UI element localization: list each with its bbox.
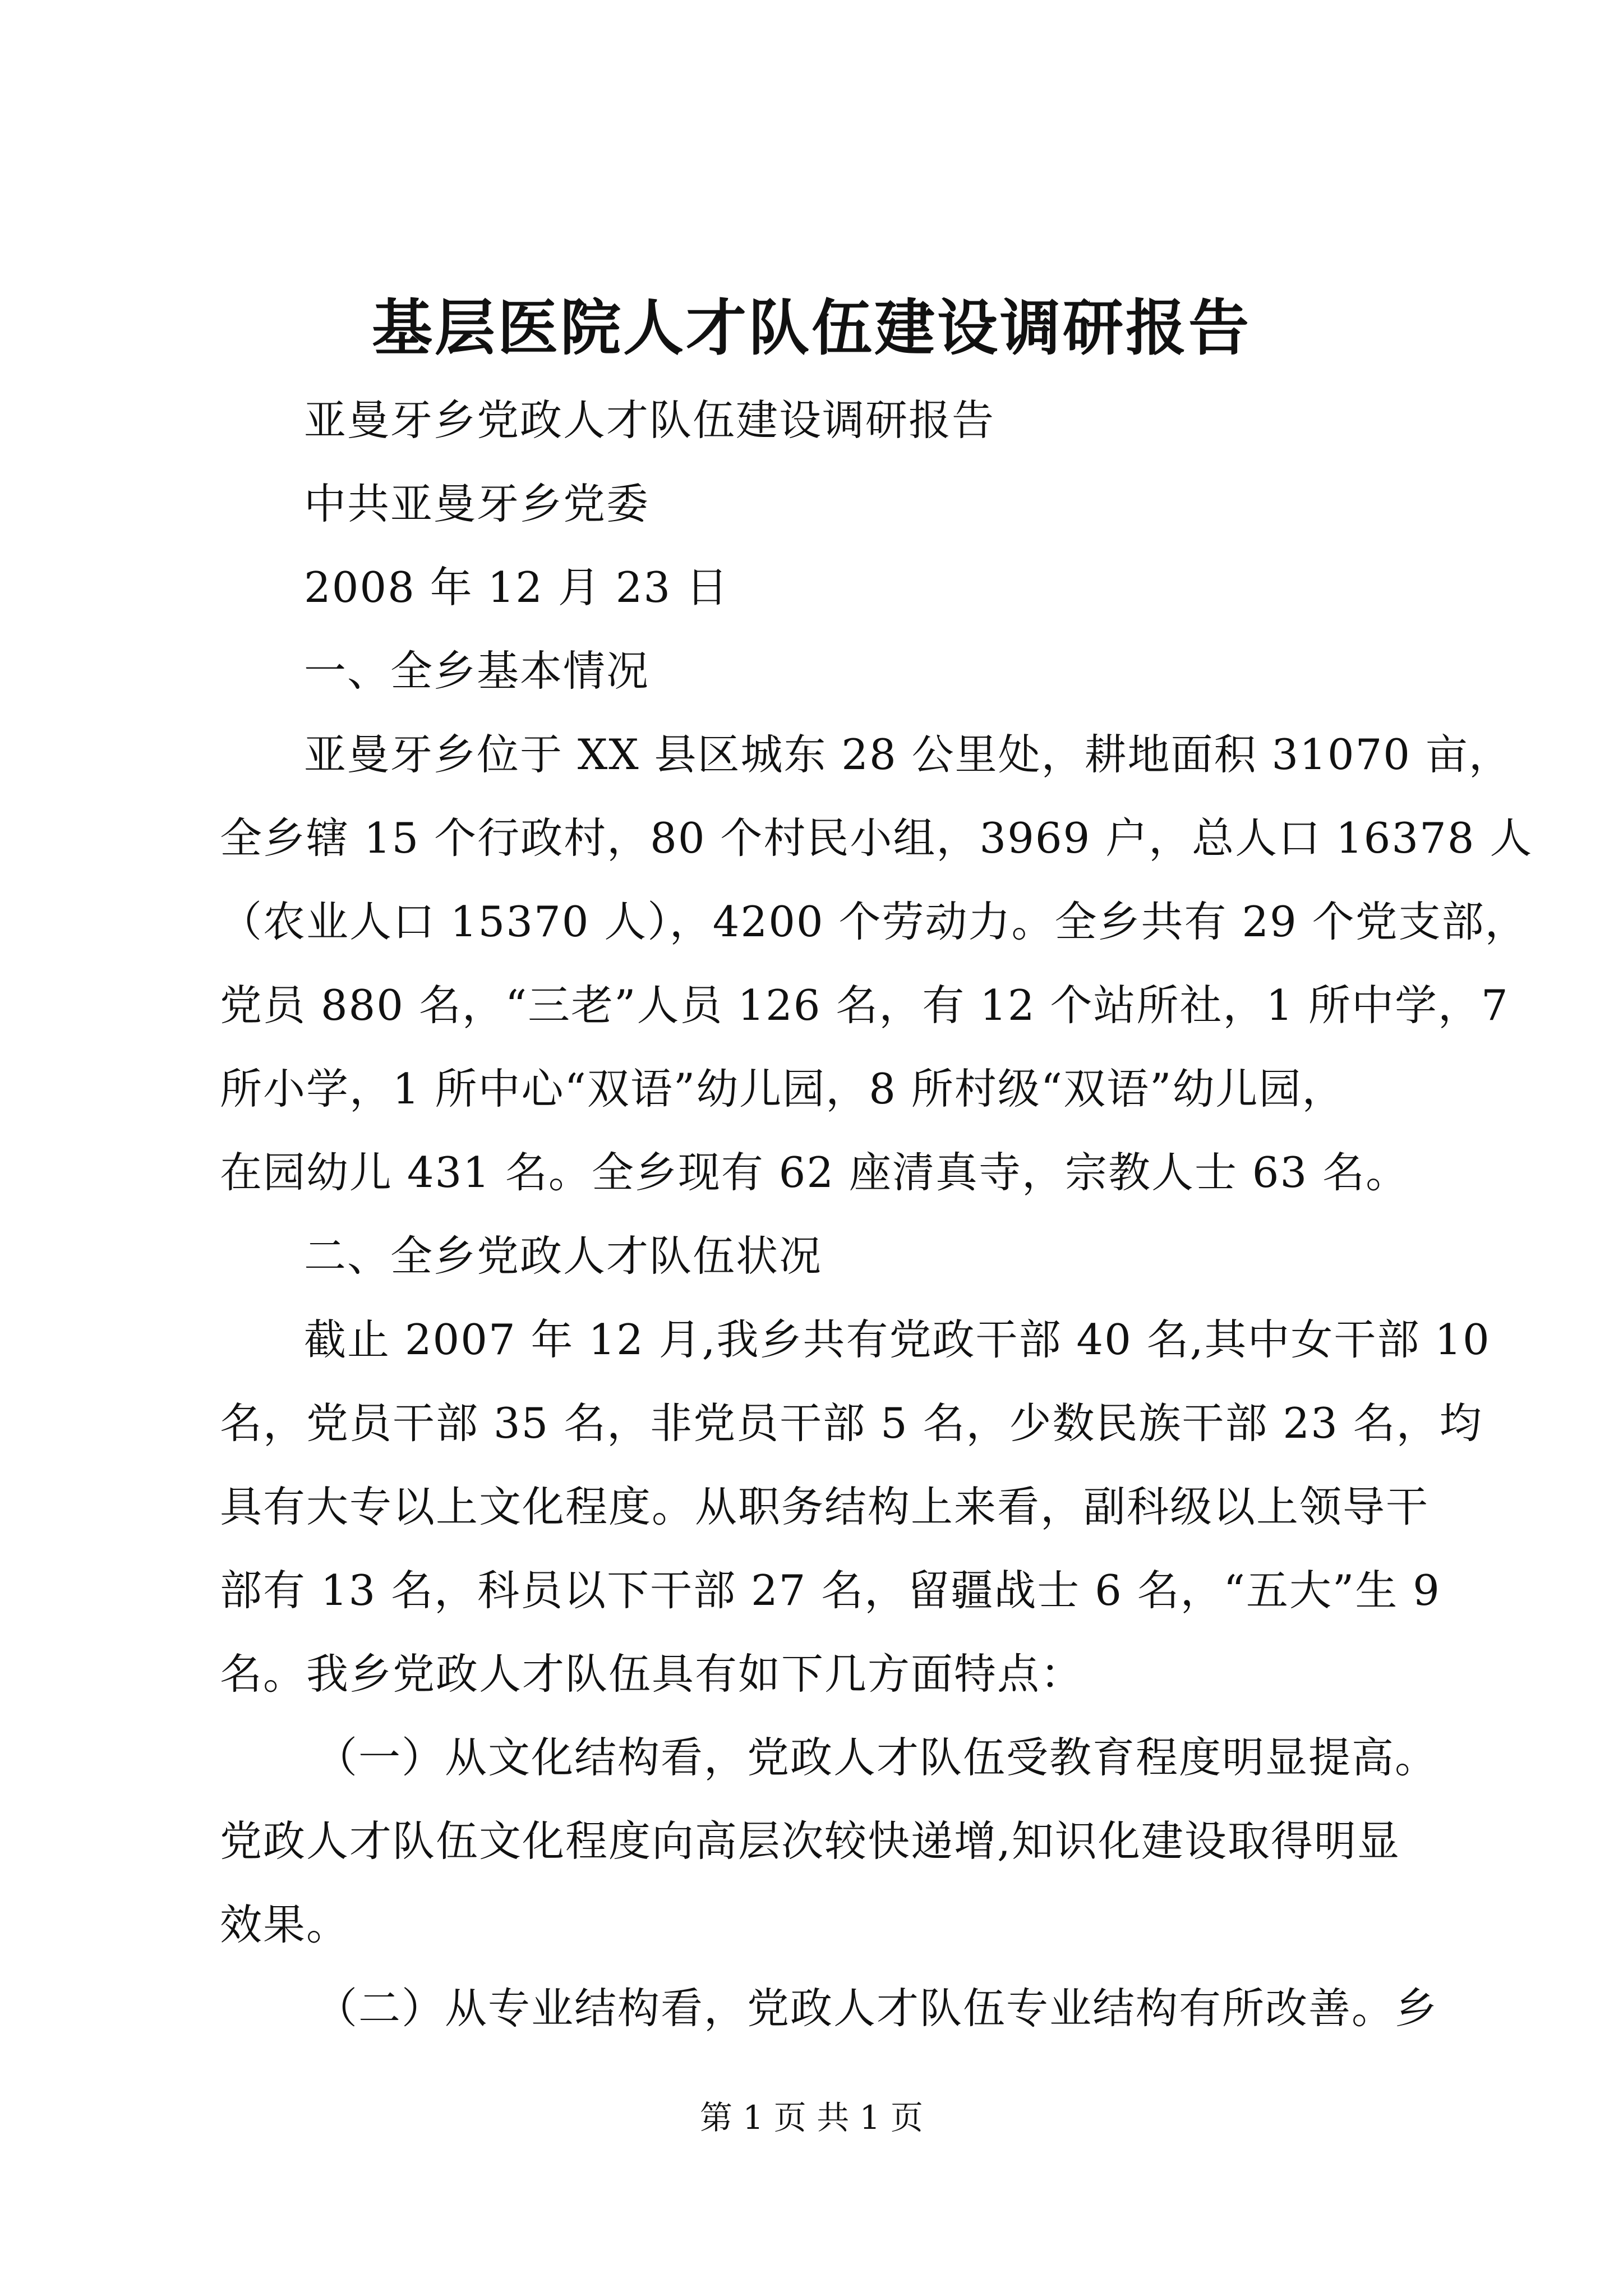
author-line: 中共亚曼牙乡党委 xyxy=(304,479,650,528)
paragraph-line: 部有 13 名，科员以下干部 27 名，留疆战士 6 名，“五大”生 9 xyxy=(220,1566,1441,1615)
section-heading-1: 一、全乡基本情况 xyxy=(304,646,650,696)
paragraph-line: 全乡辖 15 个行政村，80 个村民小组，3969 户，总人口 16378 人 xyxy=(220,813,1533,863)
paragraph-line: 党政人才队伍文化程度向高层次较快递增,知识化建设取得明显 xyxy=(220,1816,1400,1866)
subsection-line: （二）从专业结构看，党政人才队伍专业结构有所改善。乡 xyxy=(315,1984,1438,2033)
paragraph-line: 党员 880 名，“三老”人员 126 名，有 12 个站所社，1 所中学，7 xyxy=(220,981,1509,1030)
paragraph-line: 具有大专以上文化程度。从职务结构上来看，副科级以上领导干 xyxy=(220,1482,1430,1531)
paragraph-line: 名。我乡党政人才队伍具有如下几方面特点： xyxy=(220,1649,1084,1699)
paragraph-line: 所小学，1 所中心“双语”幼儿园，8 所村级“双语”幼儿园， xyxy=(220,1064,1345,1114)
page-footer: 第 1 页 共 1 页 xyxy=(700,2099,923,2137)
document-title: 基层医院人才队伍建设调研报告 xyxy=(371,293,1251,364)
date-line: 2008 年 12 月 23 日 xyxy=(304,563,729,612)
subsection-line: （一）从文化结构看，党政人才队伍受教育程度明显提高。 xyxy=(315,1733,1438,1782)
paragraph-line: （农业人口 15370 人），4200 个劳动力。全乡共有 29 个党支部， xyxy=(220,897,1528,946)
paragraph-line: 名，党员干部 35 名，非党员干部 5 名，少数民族干部 23 名，均 xyxy=(220,1398,1483,1448)
paragraph-line: 亚曼牙乡位于 XX 县区城东 28 公里处，耕地面积 31070 亩， xyxy=(304,730,1512,779)
paragraph-line: 效果。 xyxy=(220,1900,350,1949)
paragraph-line: 截止 2007 年 12 月,我乡共有党政干部 40 名,其中女干部 10 xyxy=(304,1315,1491,1364)
section-heading-2: 二、全乡党政人才队伍状况 xyxy=(304,1231,823,1281)
paragraph-line: 在园幼儿 431 名。全乡现有 62 座清真寺，宗教人士 63 名。 xyxy=(220,1148,1409,1197)
document-body xyxy=(220,379,1533,2050)
subtitle-line: 亚曼牙乡党政人才队伍建设调研报告 xyxy=(304,395,995,445)
